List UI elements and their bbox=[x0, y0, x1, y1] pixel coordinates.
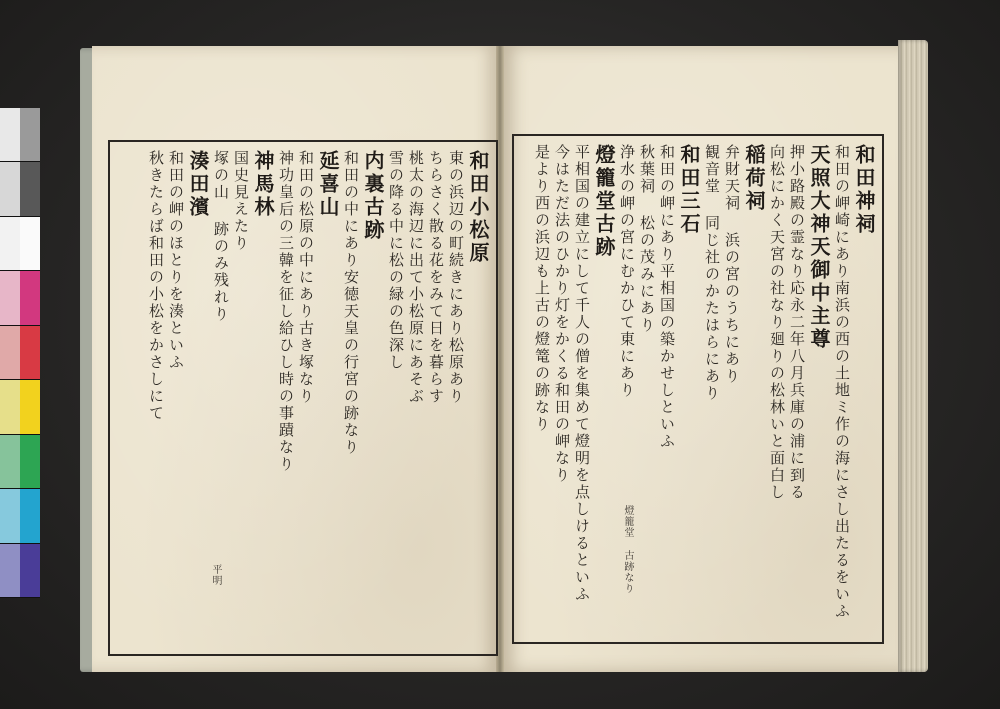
color-swatch bbox=[20, 489, 40, 542]
left-text-column: 東の浜辺の町続きにあり松原あり bbox=[447, 150, 465, 405]
color-swatch bbox=[20, 271, 40, 324]
left-text-columns bbox=[118, 150, 488, 646]
right-text-column: 浄水の岬の宮にむかひて東にあり bbox=[618, 144, 636, 399]
left-heading-column: 湊田濱 bbox=[186, 150, 210, 219]
swatch-row bbox=[0, 380, 40, 434]
color-swatch bbox=[20, 326, 40, 379]
color-swatch bbox=[0, 108, 20, 161]
left-footnote: 平明 bbox=[210, 564, 221, 586]
left-heading-column: 神馬林 bbox=[251, 150, 275, 219]
swatch-row bbox=[0, 544, 40, 598]
swatch-row bbox=[0, 217, 40, 271]
color-swatch bbox=[0, 544, 20, 597]
left-text-column: 秋きたらば和田の小松をかさしにて bbox=[147, 150, 165, 422]
right-text-column: 向松にかく天宮の社なり廻りの松林いと面白し bbox=[768, 144, 786, 501]
color-swatch bbox=[0, 489, 20, 542]
color-swatch bbox=[20, 162, 40, 215]
right-heading-column: 燈籠堂古跡 bbox=[592, 144, 616, 259]
color-swatch bbox=[20, 380, 40, 433]
right-heading-column: 和田神祠 bbox=[852, 144, 876, 236]
right-heading-column: 天照大神天御中主尊 bbox=[807, 144, 831, 351]
left-text-column: 桃太の海辺に出て小松原にあそぶ bbox=[407, 150, 425, 405]
left-heading-column: 内裏古跡 bbox=[361, 150, 385, 242]
color-swatch bbox=[0, 380, 20, 433]
right-text-column: 秋葉祠 松の茂みにあり bbox=[638, 144, 656, 334]
right-text-column: 観音堂 同じ社のかたはらにあり bbox=[703, 144, 721, 402]
swatch-row bbox=[0, 326, 40, 380]
color-swatch bbox=[0, 271, 20, 324]
color-calibration-strip bbox=[0, 108, 40, 598]
right-heading-column: 稲荷祠 bbox=[742, 144, 766, 213]
right-page-edges bbox=[898, 40, 928, 672]
color-swatch bbox=[0, 162, 20, 215]
left-text-frame bbox=[108, 140, 498, 656]
open-book bbox=[80, 40, 928, 680]
swatch-row bbox=[0, 435, 40, 489]
color-swatch bbox=[0, 435, 20, 488]
color-swatch bbox=[0, 326, 20, 379]
right-text-column: 押小路殿の霊なり応永二年八月兵庫の浦に到る bbox=[788, 144, 806, 501]
swatch-row bbox=[0, 489, 40, 543]
left-heading-column: 和田小松原 bbox=[466, 150, 490, 265]
swatch-row bbox=[0, 271, 40, 325]
right-text-frame bbox=[512, 134, 884, 644]
left-text-column: ちらさく散る花をみて日を暮らす bbox=[427, 150, 445, 405]
left-heading-column: 延喜山 bbox=[316, 150, 340, 219]
left-text-column: 国史見えたり bbox=[232, 150, 250, 252]
color-swatch bbox=[20, 108, 40, 161]
left-text-column: 神功皇后の三韓を征し給ひし時の事蹟なり bbox=[277, 150, 295, 473]
right-text-column: 和田の岬崎にあり南浜の西の土地ミ作の海にさし出たるをいふ bbox=[833, 144, 851, 620]
swatch-row bbox=[0, 108, 40, 162]
color-swatch bbox=[0, 217, 20, 270]
left-text-column: 雪の降る中に松の緑の色深し bbox=[387, 150, 405, 371]
right-text-column: 和田の岬にあり平相国の築かせしといふ bbox=[658, 144, 676, 450]
right-text-column: 弁財天祠 浜の宮のうちにあり bbox=[723, 144, 741, 385]
right-text-column: 平相国の建立にして千人の僧を集めて燈明を点しけるといふ bbox=[573, 144, 591, 603]
right-text-columns bbox=[522, 144, 874, 634]
color-swatch bbox=[20, 544, 40, 597]
swatch-row bbox=[0, 162, 40, 216]
right-footnote: 燈籠堂 古跡なり bbox=[622, 505, 633, 594]
right-heading-column: 和田三石 bbox=[677, 144, 701, 236]
right-text-column: 今はただ法のひかり灯をかくる和田の岬なり bbox=[553, 144, 571, 484]
left-text-column: 和田の松原の中にあり古き塚なり bbox=[297, 150, 315, 405]
color-swatch bbox=[20, 435, 40, 488]
left-text-column: 和田の岬のほとりを湊といふ bbox=[167, 150, 185, 371]
left-text-column: 和田の中にあり安徳天皇の行宮の跡なり bbox=[342, 150, 360, 456]
right-text-column: 是より西の浜辺も上古の燈篭の跡なり bbox=[533, 144, 551, 433]
color-swatch bbox=[20, 217, 40, 270]
left-text-column: 塚の山 跡のみ残れり bbox=[212, 150, 230, 323]
